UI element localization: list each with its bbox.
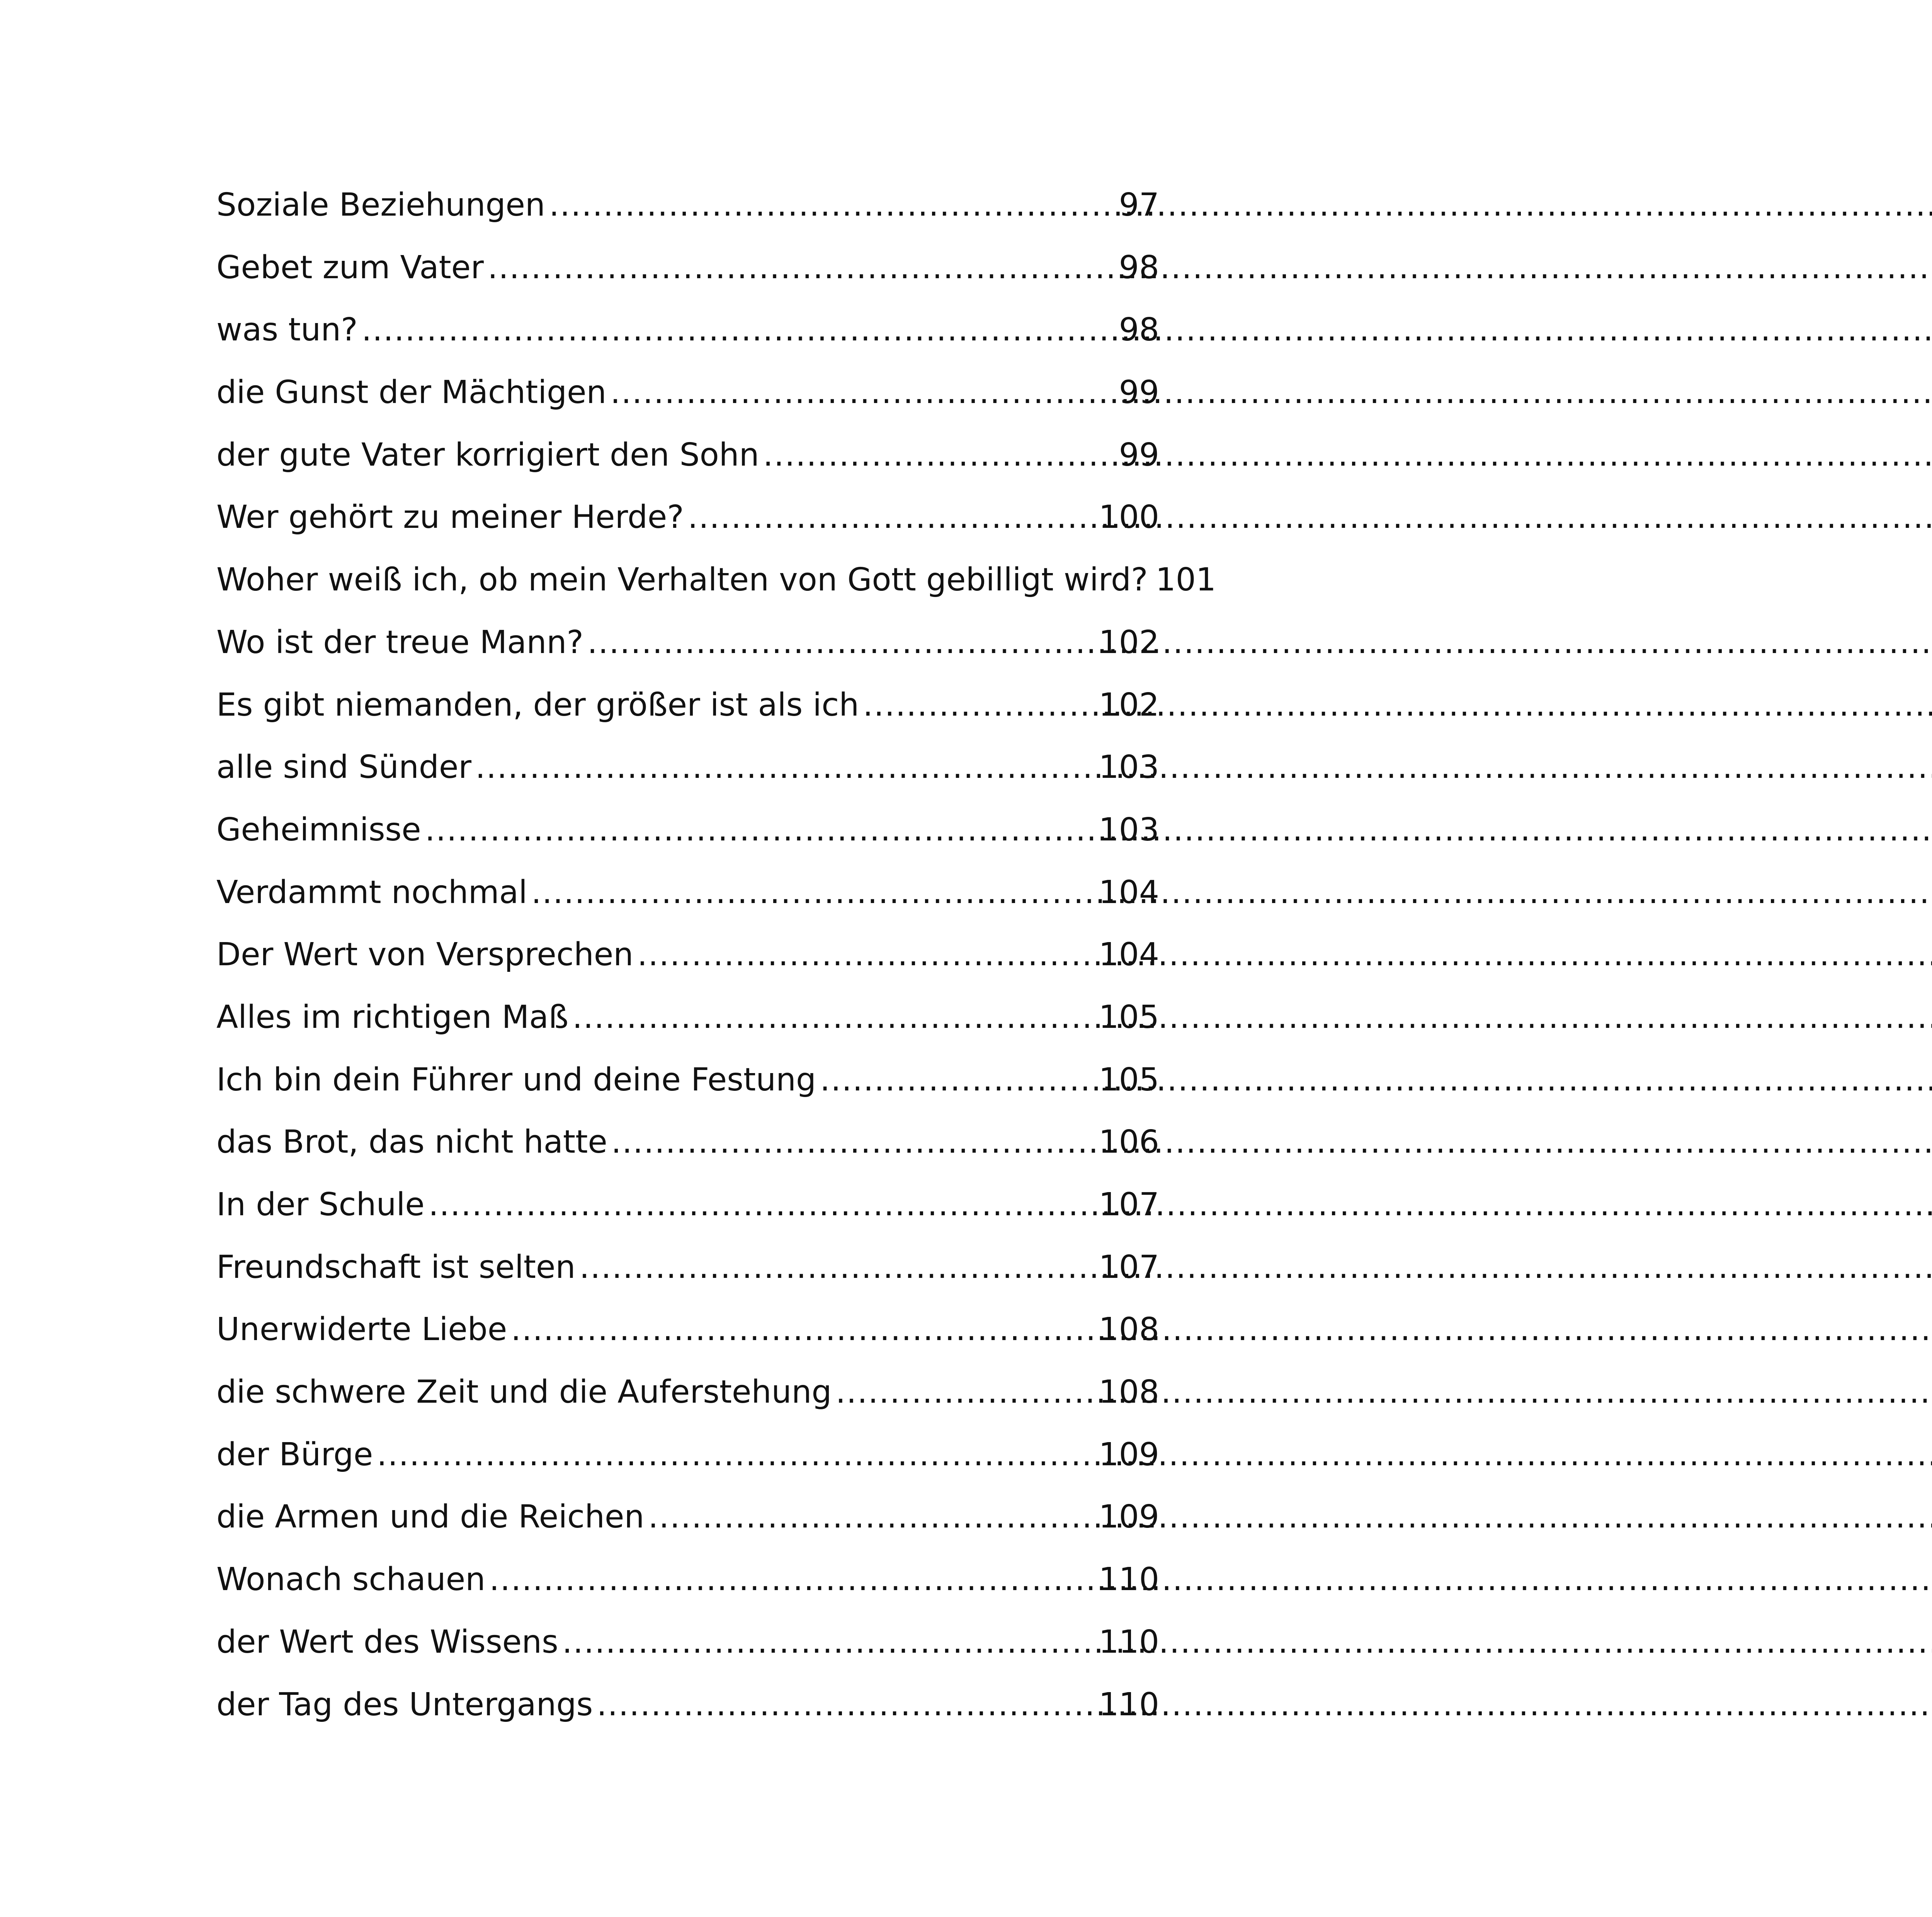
toc-entry[interactable] xyxy=(216,1111,1159,1174)
toc-entry-title: Gebet zum Vater xyxy=(216,249,484,286)
toc-dot-leader xyxy=(637,924,1095,986)
toc-dot-leader xyxy=(579,1236,1095,1299)
toc-entry[interactable] xyxy=(216,611,1159,674)
toc-entry[interactable] xyxy=(216,1298,1159,1361)
toc-dot-leader xyxy=(475,736,1095,799)
toc-entry-title: Woher weiß ich, ob mein Verhalten von Gott gebilligt wird? xyxy=(216,561,1148,599)
toc-entry[interactable] xyxy=(216,236,1159,299)
toc-dot-leader xyxy=(648,1486,1095,1548)
toc-entry[interactable] xyxy=(216,861,1159,924)
toc-page-number: 97 xyxy=(1119,187,1159,223)
toc-dot-leader xyxy=(611,1111,1095,1174)
toc-dot-leader xyxy=(562,1611,1095,1674)
toc-dot-leader xyxy=(597,1674,1095,1736)
toc-entry[interactable] xyxy=(216,299,1159,361)
toc-entry[interactable] xyxy=(216,799,1159,861)
toc-page-number: 107 xyxy=(1099,1186,1159,1223)
toc-page-number: 98 xyxy=(1119,311,1159,349)
toc-page-number: 108 xyxy=(1099,1311,1159,1348)
toc-entry[interactable] xyxy=(216,1424,1159,1486)
toc-entry[interactable] xyxy=(216,1174,1159,1236)
toc-page-number: 100 xyxy=(1099,499,1159,536)
toc-entry[interactable] xyxy=(216,1674,1159,1736)
toc-page-number: 101 xyxy=(1155,561,1216,599)
toc-page-number: 104 xyxy=(1099,936,1159,973)
toc-entry-title: Geheimnisse xyxy=(216,811,421,848)
toc-dot-leader xyxy=(763,424,1115,486)
toc-entry[interactable] xyxy=(216,1236,1159,1299)
toc-entry[interactable] xyxy=(216,1548,1159,1611)
toc-entry[interactable] xyxy=(216,1611,1159,1674)
toc-entry-title: die Gunst der Mächtigen xyxy=(216,374,607,411)
toc-entry-title: die schwere Zeit und die Auferstehung xyxy=(216,1374,832,1411)
toc-entry[interactable] xyxy=(216,924,1159,986)
toc-page-number: 104 xyxy=(1099,874,1159,911)
toc-page-number: 98 xyxy=(1119,249,1159,286)
toc-dot-leader xyxy=(863,674,1095,737)
toc-dot-leader xyxy=(611,361,1115,424)
toc-dot-leader xyxy=(549,174,1115,236)
toc-page-number: 99 xyxy=(1119,436,1159,473)
toc-dot-leader xyxy=(362,299,1115,361)
toc-entry-title: der Bürge xyxy=(216,1436,373,1473)
toc-entry[interactable] xyxy=(216,424,1159,486)
toc-entry[interactable] xyxy=(216,1049,1159,1111)
toc-entry[interactable] xyxy=(216,674,1159,737)
toc-dot-leader xyxy=(572,986,1095,1049)
toc-entry[interactable] xyxy=(216,361,1159,424)
toc-page-number: 99 xyxy=(1119,374,1159,411)
toc-entry-title: Unerwiderte Liebe xyxy=(216,1311,507,1348)
toc-entry[interactable] xyxy=(216,986,1159,1049)
toc-entry-title: was tun? xyxy=(216,311,358,349)
toc-entry-title: Wer gehört zu meiner Herde? xyxy=(216,499,684,536)
toc-page-number: 106 xyxy=(1099,1124,1159,1161)
toc-dot-leader xyxy=(531,861,1095,924)
toc-page-number: 110 xyxy=(1099,1686,1159,1723)
toc-entry-title: das Brot, das nicht hatte xyxy=(216,1124,607,1161)
toc-page-number: 110 xyxy=(1099,1623,1159,1660)
toc-page-number: 108 xyxy=(1099,1374,1159,1411)
toc-page-number: 107 xyxy=(1099,1249,1159,1286)
toc-entry-title: Freundschaft ist selten xyxy=(216,1249,576,1286)
toc-entry-title: Soziale Beziehungen xyxy=(216,187,545,223)
toc-page-number: 105 xyxy=(1099,1061,1159,1098)
toc-page-number: 109 xyxy=(1099,1499,1159,1536)
toc-entry-title: Verdammt nochmal xyxy=(216,874,527,911)
toc-entry[interactable] xyxy=(216,549,1216,611)
toc-dot-leader xyxy=(820,1049,1095,1111)
toc-dot-leader xyxy=(587,611,1095,674)
toc-dot-leader xyxy=(429,1174,1095,1236)
toc-dot-leader xyxy=(377,1424,1095,1486)
toc-page-number: 110 xyxy=(1099,1561,1159,1598)
toc-entry[interactable] xyxy=(216,736,1159,799)
toc-dot-leader xyxy=(425,799,1095,861)
toc-page-number: 109 xyxy=(1099,1436,1159,1473)
toc-dot-leader xyxy=(511,1298,1095,1361)
toc-page-number: 102 xyxy=(1099,686,1159,723)
toc-entry[interactable] xyxy=(216,1361,1159,1424)
toc-entry-title: Alles im richtigen Maß xyxy=(216,998,569,1036)
toc-entry-title: die Armen und die Reichen xyxy=(216,1499,645,1536)
toc-dot-leader xyxy=(488,236,1115,299)
toc-dot-leader xyxy=(688,486,1095,549)
toc-dot-leader xyxy=(835,1361,1095,1424)
toc-entry-title: alle sind Sünder xyxy=(216,749,472,786)
toc-entry-title: Ich bin dein Führer und deine Festung xyxy=(216,1061,816,1098)
toc-dot-leader xyxy=(489,1548,1095,1611)
toc-entry-title: Wo ist der treue Mann? xyxy=(216,624,583,661)
toc-page-number: 102 xyxy=(1099,624,1159,661)
toc-page-number: 103 xyxy=(1099,811,1159,848)
toc-page-number: 103 xyxy=(1099,749,1159,786)
toc-entry-title: In der Schule xyxy=(216,1186,425,1223)
toc-entry[interactable] xyxy=(216,1486,1159,1548)
toc-entry[interactable] xyxy=(216,486,1159,549)
toc-entry-title: Wonach schauen xyxy=(216,1561,486,1598)
table-of-contents xyxy=(216,174,1216,1736)
toc-entry-title: der Tag des Untergangs xyxy=(216,1686,593,1723)
toc-entry-title: Es gibt niemanden, der größer ist als ich xyxy=(216,686,859,723)
toc-entry-title: der gute Vater korrigiert den Sohn xyxy=(216,436,759,473)
toc-entry-title: der Wert des Wissens xyxy=(216,1623,558,1660)
toc-entry-title: Der Wert von Versprechen xyxy=(216,936,634,973)
toc-page-number: 105 xyxy=(1099,998,1159,1036)
toc-entry[interactable] xyxy=(216,174,1159,236)
